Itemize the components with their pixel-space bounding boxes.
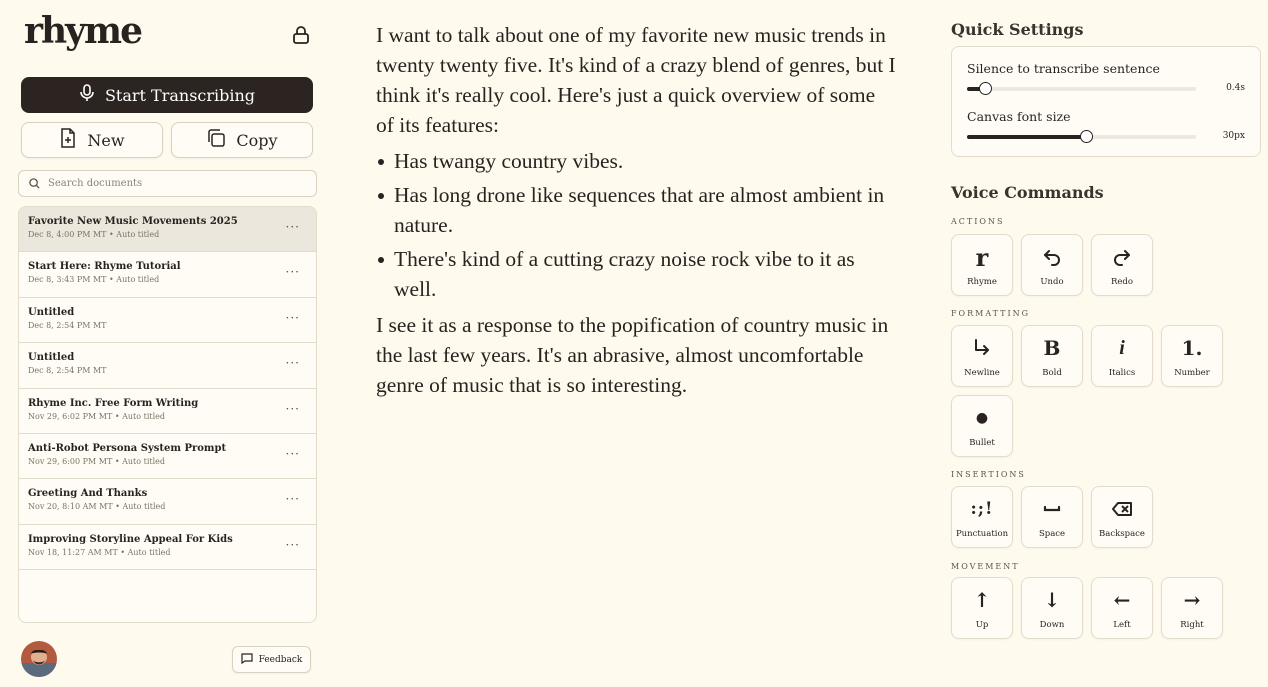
document-title: Untitled bbox=[28, 306, 75, 318]
command-bold[interactable] bbox=[1021, 325, 1083, 387]
feedback-button[interactable] bbox=[232, 646, 311, 673]
command-rhyme[interactable] bbox=[951, 234, 1013, 296]
movement-heading: MOVEMENT bbox=[951, 562, 1020, 571]
document-item[interactable] bbox=[19, 389, 316, 434]
silence-label: Silence to transcribe sentence bbox=[967, 61, 1160, 76]
sidebar bbox=[0, 0, 334, 687]
command-number[interactable] bbox=[1161, 325, 1223, 387]
document-title: Rhyme Inc. Free Form Writing bbox=[28, 397, 199, 409]
document-item[interactable] bbox=[19, 434, 316, 479]
document-meta: Dec 8, 2:54 PM MT bbox=[28, 320, 107, 330]
command-up[interactable] bbox=[951, 577, 1013, 639]
document-meta: Dec 8, 3:43 PM MT • Auto titled bbox=[28, 275, 160, 285]
more-options-icon[interactable]: ··· bbox=[285, 401, 300, 416]
command-undo[interactable] bbox=[1021, 234, 1083, 296]
document-title: Anti-Robot Persona System Prompt bbox=[28, 442, 227, 454]
document-meta: Nov 29, 6:02 PM MT • Auto titled bbox=[28, 411, 166, 421]
right-panel bbox=[951, 0, 1268, 687]
font-size-label: Canvas font size bbox=[967, 109, 1071, 124]
app-logo[interactable]: rhyme bbox=[24, 10, 142, 52]
document-item[interactable] bbox=[19, 252, 316, 297]
command-label: Punctuation bbox=[955, 529, 1009, 539]
user-avatar[interactable] bbox=[21, 641, 57, 677]
more-options-icon[interactable]: ··· bbox=[285, 310, 300, 325]
microphone-icon bbox=[79, 84, 95, 106]
rhyme-logo-icon: r bbox=[975, 242, 989, 272]
document-meta: Nov 18, 11:27 AM MT • Auto titled bbox=[28, 547, 171, 557]
command-label: Italics bbox=[1108, 368, 1136, 378]
start-transcribing-label: Start Transcribing bbox=[104, 85, 256, 105]
insertions-heading: INSERTIONS bbox=[951, 470, 1026, 479]
bullet-item: There's kind of a cutting crazy noise rock vibe to it as well. bbox=[376, 244, 896, 304]
command-label: Newline bbox=[964, 368, 1000, 378]
command-redo[interactable] bbox=[1091, 234, 1153, 296]
command-label: Number bbox=[1174, 368, 1210, 378]
actions-heading: ACTIONS bbox=[951, 217, 1005, 226]
voice-commands-title: Voice Commands bbox=[951, 183, 1104, 202]
command-label: Bold bbox=[1042, 368, 1062, 378]
paragraph: I see it as a response to the popification of country music in the last few years. It's an abrasive, almost uncomfortable genre of music that is so interesting. bbox=[376, 313, 889, 397]
command-backspace[interactable] bbox=[1091, 486, 1153, 548]
command-label: Up bbox=[975, 620, 989, 630]
bullet-item: Has twangy country vibes. bbox=[376, 146, 896, 176]
copy-button[interactable] bbox=[171, 122, 313, 158]
document-meta: Dec 8, 2:54 PM MT bbox=[28, 366, 107, 376]
document-meta: Dec 8, 4:00 PM MT • Auto titled bbox=[28, 230, 160, 239]
formatting-heading: FORMATTING bbox=[951, 309, 1031, 318]
more-options-icon[interactable]: ··· bbox=[285, 265, 300, 280]
document-title: Improving Storyline Appeal For Kids bbox=[28, 533, 233, 545]
command-label: Redo bbox=[1111, 277, 1133, 287]
arrow-right-icon: → bbox=[1183, 588, 1201, 612]
command-label: Backspace bbox=[1099, 529, 1145, 539]
punctuation-icon: :;! bbox=[970, 499, 994, 519]
command-italics[interactable] bbox=[1091, 325, 1153, 387]
new-label: New bbox=[87, 130, 125, 150]
search-box bbox=[18, 170, 317, 197]
bold-icon: B bbox=[1043, 336, 1061, 360]
document-item[interactable] bbox=[19, 207, 316, 252]
start-transcribing-button[interactable] bbox=[21, 77, 313, 113]
more-options-icon[interactable]: ··· bbox=[285, 220, 300, 234]
document-item[interactable] bbox=[19, 525, 316, 570]
command-down[interactable] bbox=[1021, 577, 1083, 639]
command-label: Space bbox=[1038, 529, 1066, 539]
command-right[interactable] bbox=[1161, 577, 1223, 639]
more-options-icon[interactable]: ··· bbox=[285, 446, 300, 461]
more-options-icon[interactable]: ··· bbox=[285, 537, 300, 552]
new-file-icon bbox=[59, 128, 77, 152]
command-newline[interactable] bbox=[951, 325, 1013, 387]
search-icon bbox=[29, 174, 40, 193]
slider-thumb[interactable] bbox=[1080, 130, 1093, 143]
quick-settings-title: Quick Settings bbox=[951, 20, 1084, 39]
command-label: Bullet bbox=[969, 438, 995, 448]
redo-icon bbox=[1112, 245, 1132, 269]
arrow-down-icon: ↓ bbox=[1043, 588, 1061, 612]
command-label: Rhyme bbox=[967, 277, 997, 287]
command-label: Left bbox=[1113, 620, 1131, 630]
search-input[interactable] bbox=[48, 178, 298, 189]
newline-icon bbox=[972, 336, 992, 360]
slider-thumb[interactable] bbox=[979, 82, 992, 95]
bullet-icon: ● bbox=[975, 410, 989, 426]
document-item[interactable] bbox=[19, 479, 316, 524]
editor-canvas[interactable] bbox=[376, 20, 896, 406]
command-bullet[interactable] bbox=[951, 395, 1013, 457]
new-document-button[interactable] bbox=[21, 122, 163, 158]
command-label: Right bbox=[1180, 620, 1204, 630]
bullet-list bbox=[376, 146, 896, 304]
number-icon: 1. bbox=[1181, 336, 1203, 360]
command-left[interactable] bbox=[1091, 577, 1153, 639]
italic-icon: i bbox=[1119, 336, 1125, 359]
font-size-slider[interactable] bbox=[967, 135, 1196, 139]
document-meta: Nov 29, 6:00 PM MT • Auto titled bbox=[28, 456, 166, 466]
command-space[interactable] bbox=[1021, 486, 1083, 548]
settings-box bbox=[951, 46, 1261, 157]
feedback-label: Feedback bbox=[258, 654, 303, 665]
more-options-icon[interactable]: ··· bbox=[285, 356, 300, 371]
bullet-item: Has long drone like sequences that are almost ambient in nature. bbox=[376, 180, 896, 240]
document-list bbox=[18, 206, 317, 623]
document-meta: Nov 20, 8:10 AM MT • Auto titled bbox=[28, 502, 166, 512]
more-options-icon[interactable]: ··· bbox=[285, 492, 300, 507]
silence-value: 0.4s bbox=[1226, 83, 1245, 93]
font-size-value: 30px bbox=[1222, 131, 1245, 141]
document-title: Favorite New Music Movements 2025 bbox=[28, 216, 238, 227]
document-title: Untitled bbox=[28, 352, 75, 364]
backspace-icon bbox=[1111, 497, 1133, 521]
silence-slider[interactable] bbox=[967, 87, 1196, 91]
copy-icon bbox=[206, 128, 226, 152]
command-label: Undo bbox=[1040, 277, 1064, 287]
undo-icon bbox=[1042, 245, 1062, 269]
lock-icon[interactable] bbox=[290, 24, 312, 46]
document-title: Greeting And Thanks bbox=[28, 488, 148, 500]
document-title: Start Here: Rhyme Tutorial bbox=[28, 261, 181, 273]
chat-bubble-icon bbox=[241, 652, 253, 667]
document-item[interactable] bbox=[19, 343, 316, 388]
command-label: Down bbox=[1039, 620, 1065, 630]
arrow-up-icon: ↑ bbox=[973, 588, 991, 612]
paragraph: I want to talk about one of my favorite new music trends in twenty twenty five. It's kind of a crazy blend of genres, but I think it's really cool. Here's just a quick overview of some of its features: bbox=[376, 23, 896, 137]
command-punctuation[interactable] bbox=[951, 486, 1013, 548]
arrow-left-icon: ← bbox=[1113, 588, 1131, 612]
space-icon bbox=[1042, 497, 1062, 521]
document-item[interactable] bbox=[19, 298, 316, 343]
copy-label: Copy bbox=[236, 130, 278, 150]
